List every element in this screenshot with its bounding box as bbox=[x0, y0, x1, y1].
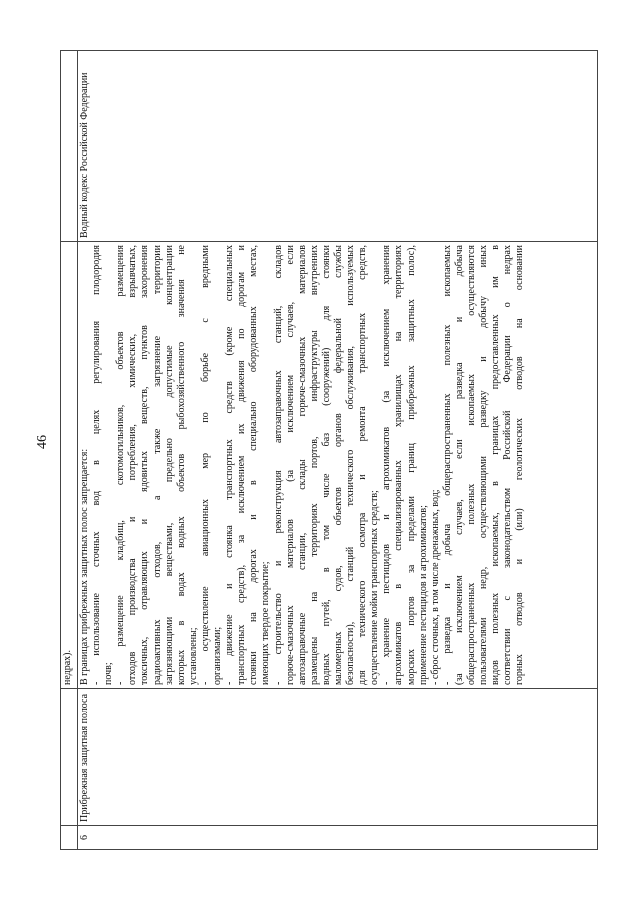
source-cell bbox=[61, 51, 78, 242]
text-line: - осуществление авиационных мер по борьбе с вредными bbox=[199, 245, 211, 685]
text-line: горных отводов и (или) геологических отводов на основании bbox=[514, 245, 526, 685]
text-line: радиоактивных отходов, а также загрязнение территории bbox=[151, 245, 163, 685]
text-line: соответствии с законодательством Российской Федерации о недрах bbox=[502, 245, 514, 685]
text-line: - использование сточных вод в целях регулирования плодородия bbox=[91, 245, 103, 685]
text-line: которых в водах водных объектов рыбохозяйственного значения не bbox=[175, 245, 187, 685]
text-line: для технического осмотра и ремонта транспортных средств, bbox=[357, 245, 369, 685]
restrictions-tail: недрах). bbox=[62, 649, 73, 685]
zone-cell bbox=[61, 689, 78, 826]
zone-name: Прибрежная защитная полоса bbox=[78, 689, 598, 826]
page-number: 46 bbox=[35, 435, 50, 449]
restrictions-text bbox=[78, 242, 598, 689]
text-line: водных путей, в том числе баз (сооружений) для стоянки bbox=[320, 245, 332, 685]
table-row bbox=[61, 51, 78, 850]
text-line: - размещение кладбищ, скотомогильников, объектов размещения bbox=[115, 245, 127, 685]
source-text: Водный кодекс Российской Федерации bbox=[78, 51, 598, 242]
text-line: автозаправочные станции, склады горюче-смазочных материалов bbox=[296, 245, 308, 685]
text-line: пользователями недр, осуществляющими разведку и добычу иных bbox=[478, 245, 490, 685]
text-line: почв; bbox=[103, 662, 115, 685]
rotated-table-container bbox=[60, 50, 598, 850]
text-line: В границах прибрежных защитных полос запрещается: bbox=[79, 448, 90, 685]
text-line: агрохимикатов в специализированных хранилищах на территориях bbox=[393, 245, 405, 685]
text-line: - сброс сточных, в том числе дренажных, вод; bbox=[429, 489, 441, 685]
text-line: безопасности), станций технического обслуживания, используемых bbox=[345, 245, 357, 685]
text-line: - движение и стоянка транспортных средств (кроме специальных bbox=[224, 245, 236, 685]
text-line: маломерных судов, объектов органов федеральной службы bbox=[332, 245, 344, 685]
number-cell bbox=[61, 826, 78, 850]
text-line: горюче-смазочных материалов (за исключением случаев, если bbox=[284, 245, 296, 685]
text-line: имеющих твердое покрытие; bbox=[260, 561, 272, 685]
text-line: - разведка и добыча общераспространенных полезных ископаемых bbox=[441, 245, 453, 685]
text-line: токсичных, отравляющих и ядовитых веществ, пунктов захоронения bbox=[139, 245, 151, 685]
text-line: осуществление мойки транспортных средств; bbox=[369, 490, 381, 685]
text-line: - хранение пестицидов и агрохимикатов (за исключением хранения bbox=[381, 245, 393, 685]
text-line: видов полезных ископаемых, в границах предоставленных им в bbox=[490, 245, 502, 685]
text-line: - строительство и реконструкция автозаправочных станций, складов bbox=[272, 245, 284, 685]
text-line: стоянки на дорогах и в специально оборудованных местах, bbox=[248, 245, 260, 685]
table-row bbox=[78, 51, 598, 850]
text-line: (за исключением случаев, если разведка и добыча bbox=[453, 245, 465, 685]
zones-table bbox=[60, 50, 598, 850]
text-line: общераспространенных полезных ископаемых осуществляются bbox=[466, 245, 477, 685]
text-line: отходов производства и потребления, химических, взрывчатых, bbox=[127, 245, 139, 685]
text-line: применение пестицидов и агрохимикатов; bbox=[417, 505, 429, 685]
text-line: загрязняющими веществами, предельно допустимые концентрации bbox=[163, 245, 175, 685]
row-number: 6 bbox=[78, 826, 598, 850]
text-line: транспортных средств), за исключением их движения по дорогам и bbox=[236, 245, 248, 685]
text-line: размещены на территориях портов, инфраструктуры внутренних bbox=[308, 245, 320, 685]
text-line: морских портов за пределами границ прибрежных защитных полос), bbox=[405, 245, 417, 685]
text-line: организмами; bbox=[212, 626, 224, 685]
text-line: установлены; bbox=[187, 627, 199, 685]
restrictions-cell bbox=[61, 242, 78, 689]
